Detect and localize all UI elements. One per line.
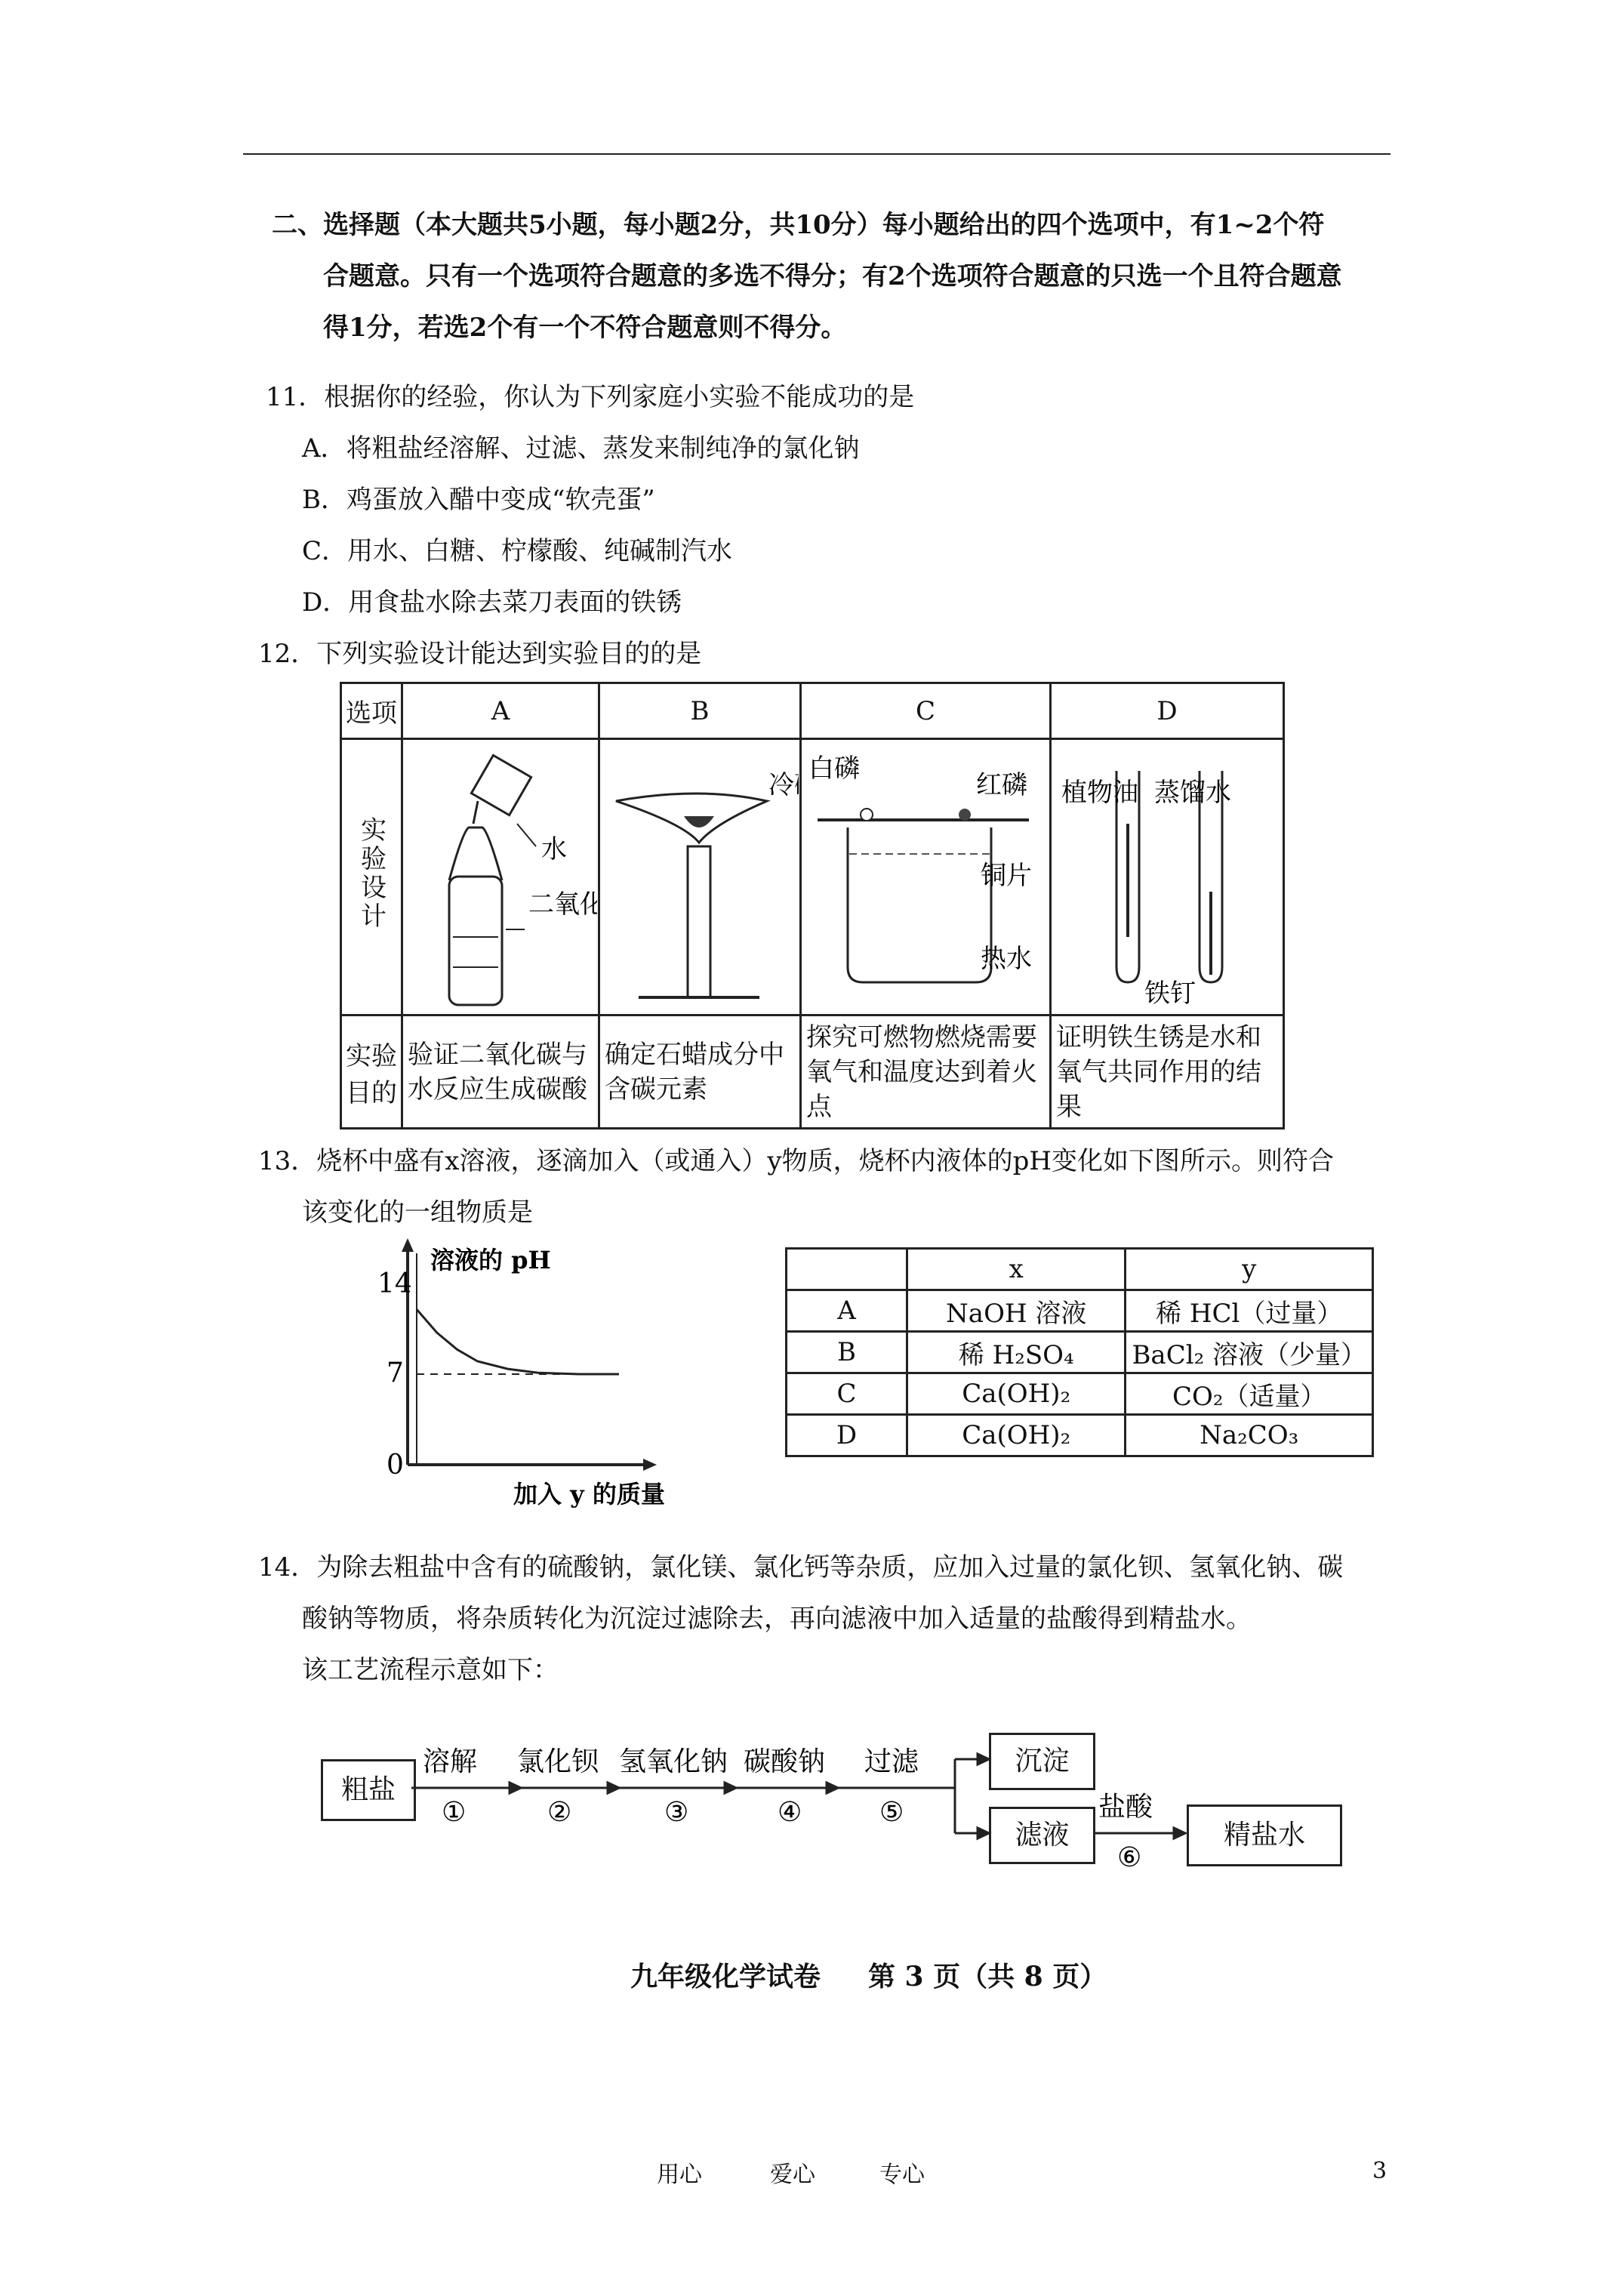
q12-purpose-c: 探究可燃物燃烧需要氧气和温度达到着火点	[801, 1015, 1051, 1129]
q13-row-d-y: Na₂CO₃	[1126, 1415, 1373, 1456]
label-iron-nail: 铁钉	[1144, 978, 1196, 1006]
q12-header-a: A	[402, 683, 599, 739]
tick-label-0: 0	[387, 1450, 404, 1481]
section-header-line2: 合题意。只有一个选项符合题意的多选不得分；有2个选项符合题意的只选一个且符合题意	[323, 261, 1342, 291]
flow-step5-num: ⑤	[879, 1797, 904, 1828]
flow-box-refined-brine: 精盐水	[1187, 1804, 1342, 1866]
flow-box-crude-salt: 粗盐	[321, 1759, 416, 1821]
label-red-phosphorus: 红磷	[976, 770, 1027, 800]
footer-exam-title: 九年级化学试卷	[630, 1961, 821, 1992]
q13-row-c-x: Ca(OH)₂	[907, 1373, 1125, 1415]
q12-design-row	[341, 739, 1284, 1015]
label-copper: 铜片	[981, 861, 1032, 891]
flow-step1-label: 溶解	[423, 1746, 478, 1777]
phosphorus-beaker-figure	[802, 741, 1049, 1006]
q14-stem-line2: 酸钠等物质，将杂质转化为沉淀过滤除去，再向滤液中加入适量的盐酸得到精盐水。	[302, 1604, 1252, 1634]
q12-header-d: D	[1051, 683, 1284, 739]
q12-header-b: B	[599, 683, 801, 739]
label-water: 水	[541, 834, 567, 864]
tick-label-14: 14	[377, 1268, 412, 1299]
iron-nail-tubes-figure	[1052, 741, 1282, 1006]
q13-row-c	[787, 1373, 1373, 1415]
q12-purpose-row	[341, 1015, 1284, 1129]
label-co2: 二氧化	[528, 889, 597, 920]
chart-ylabel: 溶液的 pH	[430, 1246, 551, 1274]
flow-step5-label: 过滤	[864, 1746, 919, 1777]
q11-option-d: D．用食盐水除去菜刀表面的铁锈	[302, 587, 682, 618]
chart-xlabel: 加入 y 的质量	[513, 1480, 665, 1509]
section-header-line3: 得1分，若选2个有一个不符合题意则不得分。	[323, 313, 847, 343]
q13-row-b-label: B	[787, 1332, 907, 1373]
q12-purpose-b: 确定石蜡成分中含碳元素	[599, 1015, 801, 1129]
q14-stem-line3: 该工艺流程示意如下：	[302, 1655, 559, 1685]
q11-stem: 11．根据你的经验，你认为下列家庭小实验不能成功的是	[266, 382, 915, 412]
q13-header-x: x	[907, 1249, 1125, 1290]
q12-design-d	[1051, 739, 1284, 1015]
flow-step4-num: ④	[778, 1797, 802, 1828]
candle-plate-figure	[601, 741, 799, 1006]
flow-step3-num: ③	[664, 1797, 689, 1828]
q13-row-a-x: NaOH 溶液	[907, 1290, 1125, 1332]
footer-page-info: 第 3 页（共 8 页）	[868, 1961, 1107, 1992]
footer-motto-1: 用心	[657, 2162, 702, 2188]
flow-step3-label: 氢氧化钠	[619, 1746, 728, 1777]
tick-label-7: 7	[387, 1358, 404, 1388]
label-hot-water: 热水	[981, 944, 1032, 974]
q13-header-blank	[787, 1249, 907, 1290]
q12-design-c	[801, 739, 1051, 1015]
q13-row-a	[787, 1290, 1373, 1332]
label-cold-plate: 冷	[768, 770, 794, 800]
ph-curve-series	[417, 1309, 619, 1374]
flow-acid-label: 盐酸	[1098, 1792, 1153, 1823]
q13-row-b-x: 稀 H₂SO₄	[907, 1332, 1125, 1373]
q13-row-d-x: Ca(OH)₂	[907, 1415, 1125, 1456]
q12-design-label: 实验设计	[356, 816, 387, 931]
flow-acid-num: ⑥	[1117, 1842, 1142, 1873]
q12-header-option: 选项	[341, 683, 402, 739]
q12-purpose-a: 验证二氧化碳与水反应生成碳酸	[402, 1015, 599, 1129]
q12-design-b	[599, 739, 801, 1015]
label-distilled-water: 蒸馏水	[1154, 778, 1231, 808]
section-header-line1: 二、选择题（本大题共5小题，每小题2分，共10分）每小题给出的四个选项中，有1~2个符	[272, 210, 1325, 240]
q13-row-d	[787, 1415, 1373, 1456]
q13-row-a-y: 稀 HCl（过量）	[1126, 1290, 1373, 1332]
flow-box-precipitate: 沉淀	[989, 1733, 1095, 1790]
q12-purpose-label: 实验目的	[341, 1015, 402, 1129]
q13-header-row	[787, 1249, 1373, 1290]
q13-row-a-label: A	[787, 1290, 907, 1332]
flow-step2-num: ②	[547, 1797, 572, 1828]
q13-row-d-label: D	[787, 1415, 907, 1456]
q13-row-b	[787, 1332, 1373, 1373]
q12-header-c: C	[801, 683, 1051, 739]
q13-stem-line1: 13．烧杯中盛有x溶液，逐滴加入（或通入）y物质，烧杯内液体的pH变化如下图所示。则符合	[258, 1146, 1335, 1176]
flow-step1-num: ①	[442, 1797, 467, 1828]
q11-option-a: A．将粗盐经溶解、过滤、蒸发来制纯净的氯化钠	[302, 433, 860, 464]
top-rule	[243, 153, 1390, 155]
footer-motto-3: 专心	[879, 2162, 925, 2188]
bottle-co2-figure	[404, 741, 597, 1006]
q12-table	[340, 682, 1285, 1130]
q12-purpose-d: 证明铁生锈是水和氧气共同作用的结果	[1051, 1015, 1284, 1129]
label-vegetable-oil: 植物油	[1061, 778, 1138, 808]
q12-design-a	[402, 739, 599, 1015]
label-white-phosphorus: 白磷	[808, 754, 860, 784]
q13-row-b-y: BaCl₂ 溶液（少量）	[1126, 1332, 1373, 1373]
q13-table	[785, 1247, 1374, 1457]
page-number: 3	[1372, 2158, 1387, 2184]
flow-step2-label: 氯化钡	[517, 1746, 599, 1777]
q12-header-row	[341, 683, 1284, 739]
flow-box-filtrate: 滤液	[989, 1807, 1095, 1864]
q13-header-y: y	[1126, 1249, 1373, 1290]
q13-row-c-y: CO₂（适量）	[1126, 1373, 1373, 1415]
footer-motto-2: 爱心	[770, 2162, 815, 2188]
ph-chart	[347, 1238, 679, 1518]
q14-stem-line1: 14．为除去粗盐中含有的硫酸钠，氯化镁、氯化钙等杂质，应加入过量的氯化钡、氢氧化钠、碳	[258, 1552, 1344, 1583]
q11-option-b: B．鸡蛋放入醋中变成“软壳蛋”	[302, 485, 655, 515]
flow-step4-label: 碳酸钠	[744, 1746, 826, 1777]
q11-option-c: C．用水、白糖、柠檬酸、纯碱制汽水	[302, 536, 733, 566]
q13-row-c-label: C	[787, 1373, 907, 1415]
q13-stem-line2: 该变化的一组物质是	[302, 1197, 533, 1228]
q12-design-label-cell	[341, 739, 402, 1015]
q12-stem: 12．下列实验设计能达到实验目的的是	[258, 639, 702, 669]
